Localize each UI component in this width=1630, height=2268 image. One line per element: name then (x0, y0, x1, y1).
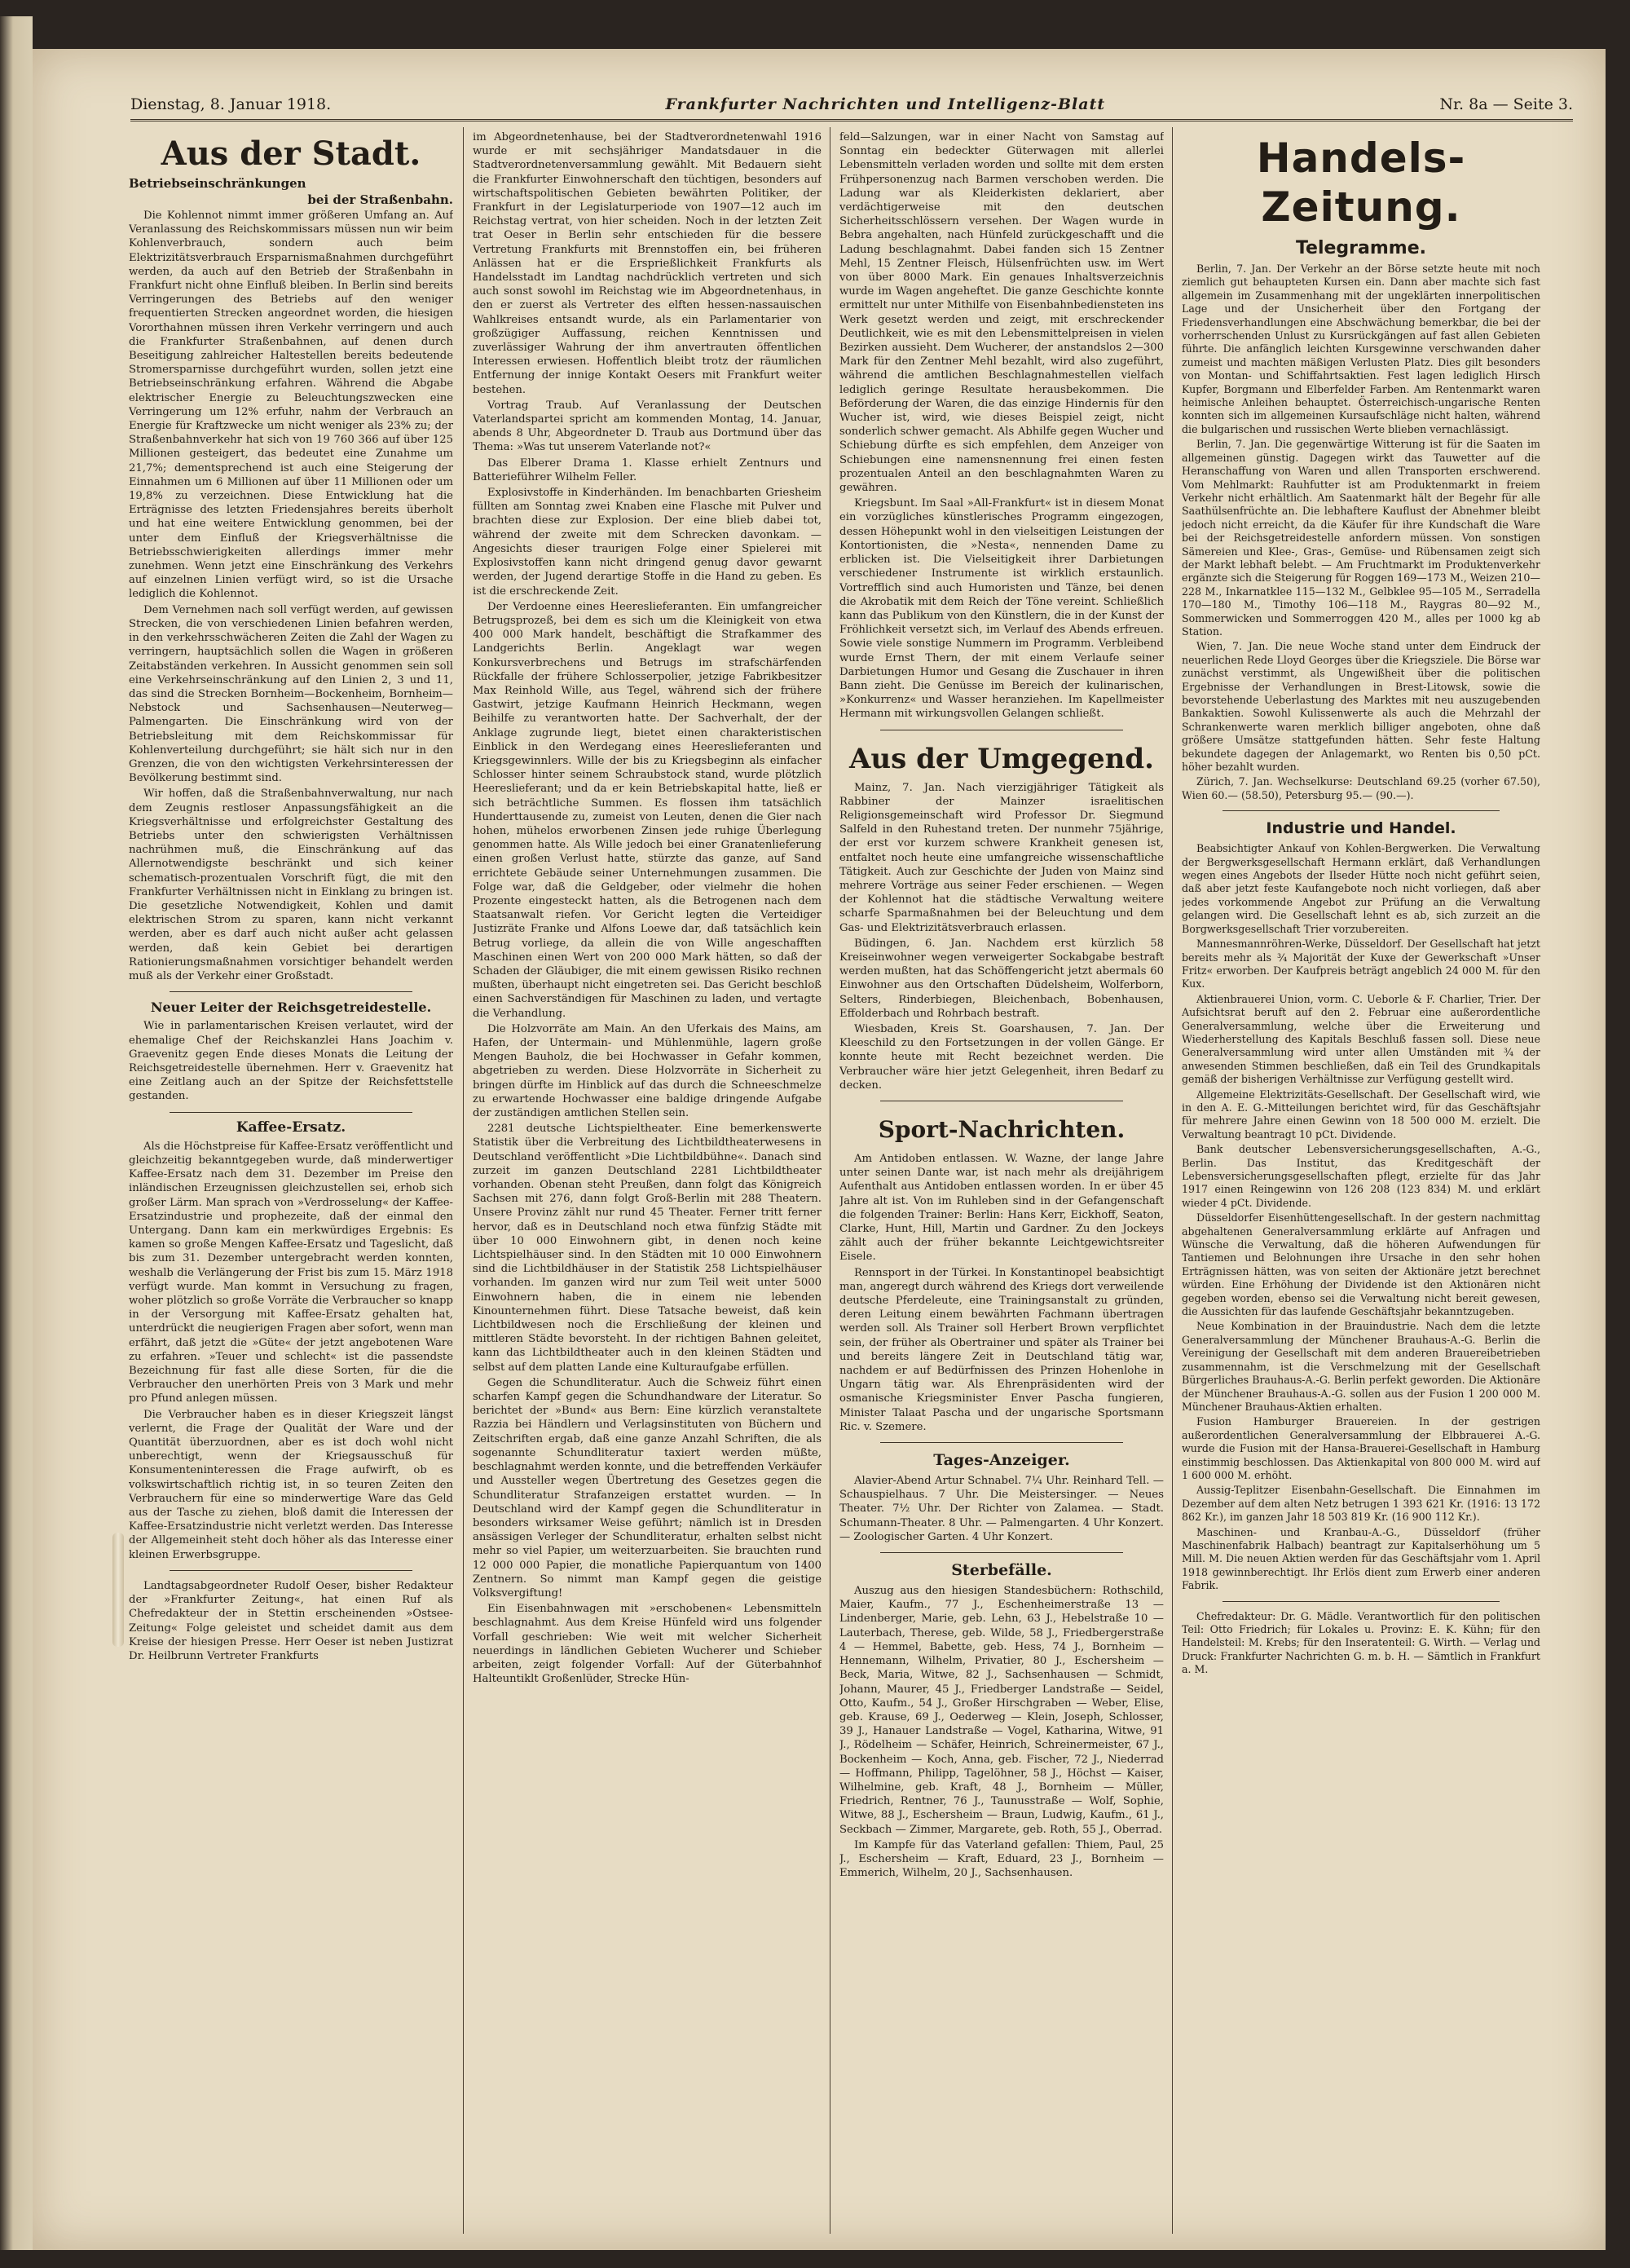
column-1 (129, 130, 453, 2226)
article-paragraph: Aktienbrauerei Union, vorm. C. Ueborle & F. Charlier, Trier. Der Aufsichtsrat beruft auf den 2. Februar eine außerordentliche Generalversammlung, welche über die Erweiterung und Wiederherstellung des Kapitals Beschluß fassen soll. Diese neue Generalversammlung wird unter allen Umständen mit ¾ der anwesenden Stimmen beschließen, daß ein Teil des Grundkapitals gemäß der bisherigen Verhältnisse zur Verfügung gestellt wird. (1182, 992, 1540, 1086)
article-paragraph: Maschinen- und Kranbau-A.-G., Düsseldorf (früher Maschinenfabrik Halbach) beantragt zur Kapitalserhöhung um 5 Mill. M. Die neuen Aktien werden für das Geschäftsjahr vom 1. April 1918 gewinnberechtigt. Ihr Erlös dient zum Erwerb einer anderen Fabrik. (1182, 1525, 1540, 1592)
divider (170, 1570, 412, 1571)
article-paragraph: Alavier-Abend Artur Schnabel. 7¼ Uhr. Reinhard Tell. — Schauspielhaus. 7 Uhr. Die Meistersinger. — Neues Theater. 7½ Uhr. Der Richter von Zalamea. — Stadt. Schumann-Theater. 8 Uhr. — Palmengarten. 4 Uhr Konzert. — Zoologischer Garten. 4 Uhr Konzert. (839, 1475, 1164, 1543)
newspaper-page (33, 49, 1606, 2250)
section-title-telegramme: Telegramme. (1295, 238, 1427, 258)
paper-fold (112, 1533, 124, 1647)
article-paragraph: Mannesmannröhren-Werke, Düsseldorf. Der Gesellschaft hat jetzt bereits mehr als ¾ Majorität der Kuxe der Gewerkschaft »Unser Fritz« erworben. Der Kaufpreis beträgt angeblich 24 000 M. für den Kux. (1182, 938, 1540, 991)
article-paragraph: Mainz, 7. Jan. Nach vierzigjähriger Tätigkeit als Rabbiner der Mainzer israelitischen Religionsgemeinschaft wird Professor Dr. Siegmund Salfeld in den Ruhestand treten. Der nunmehr 75jährige, der erst vor kurzem schwere Krankheit genesen ist, entfaltet noch heute eine umfangreiche wissenschaftliche Tätigkeit. Auch zur Geschichte der Juden von Mainz sind mehrere Vorträge aus seiner Feder erschienen. — Wegen der Kohlennot hat die städtische Verwaltung weitere scharfe Sparmaßnahmen bei der Beleuchtung und dem Gas- und Elektrizitätsverbrauch erlassen. (839, 781, 1164, 934)
article-paragraph: im Abgeordnetenhause, bei der Stadtverordnetenwahl 1916 wurde er mit sechsjähriger Mandatsdauer in die Stadtverordnetenversammlung gewählt. Mit Bedauern sieht die Frankfurter Einwohnerschaft den tüchtigen, besonders auf wirtschaftspolitischen Gebieten bewährten Politiker, der Frankfurt in der Legislaturperiode von 1907—12 auch im Reichstag vertrat, von hier scheiden. Noch in der letzten Zeit trat Oeser in Berlin sehr entschieden für die bessere Vertretung Frankfurts mit Brennstoffen ein, bei früheren Anlässen hat er die Ersprießlichkeit Frankfurts als Handelsstadt im Landtag nachdrücklich vertreten und sich auch sonst sowohl im Reichstag wie im Abgeordnetenhaus, in den er zuerst als Vertreter des elften hessen-nassauischen Wahlkreises entsandt wurde, als ein Parlamentarier von großzügiger Auffassung, reichen Kenntnissen und zuverlässiger Wahrung der ihm anvertrauten öffentlichen Interessen erwiesen. Hoffentlich bleibt trotz der räumlichen Entfernung der innige Kontakt Oesers mit Frankfurt weiter bestehen. (473, 131, 822, 396)
header-date: Dienstag, 8. Januar 1918. (130, 95, 332, 113)
divider (880, 1552, 1123, 1553)
section-title-handels-zeitung: Handels-Zeitung. (1256, 135, 1466, 231)
article-paragraph: Wien, 7. Jan. Die neue Woche stand unter dem Eindruck der neuerlichen Rede Lloyd Georges über die Kriegsziele. Die Börse war zunächst verstimmt, als Ungewißheit über die politischen Ergebnisse der Verhandlungen in Brest-Litowsk, sowie die bevorstehende Ueberlastung des Marktes mit neu auszugebenden Bankaktien. Sowohl Kulissenwerte als auch die Mehrzahl der Schrankenwerte waren merklich billiger angeboten, ohne daß größere Umsätze stattgefunden hätten. Sehr feste Haltung bekundete dagegen der Anlagemarkt, wo Renten bis 0,50 pCt. höher bezahlt wurden. (1182, 640, 1540, 774)
article-paragraph: Allgemeine Elektrizitäts-Gesellschaft. Der Gesellschaft wird, wie in den A. E. G.-Mitteilungen berichtet wird, für das Geschäftsjahr für mehrere Jahre einen Gewinn von 18 500 000 M. erzielt. Die Verwaltung beantragt 10 pCt. Dividende. (1182, 1088, 1540, 1141)
column-rule (1172, 127, 1173, 2234)
column-rule (463, 127, 464, 2234)
article-paragraph: Dem Vernehmen nach soll verfügt werden, auf gewissen Strecken, die von verschiedenen Linien befahren werden, in den verkehrsschwächeren Zeiten die Zahl der Wagen zu verringern, hauptsächlich sollen die Wagen in größeren Zeitabständen verkehren. In Aussicht genommen sein soll eine Verkehrseinschränkung auf den Linien 2, 3 und 11, das sind die Strecken Bornheim—Bockenheim, Bornheim—Nebstock und Sachsenhausen—Neuterweg—Palmengarten. Die Einschränkung wird von der Betriebsleitung mit dem Reichskommissar für Kohlenverteilung durchgeführt; sie hält sich nur in den Grenzen, die von den wichtigsten Verkehrsinteressen der Bevölkerung bestimmt sind. (129, 603, 453, 785)
column-4 (1182, 130, 1540, 2226)
article-paragraph: 2281 deutsche Lichtspieltheater. Eine bemerkenswerte Statistik über die Verbreitung des Lichtbildtheaterwesens in Deutschland veröffentlicht »Die Lichtbildbühne«. Danach sind zurzeit im ganzen Deutschland 2281 Lichtbildtheater vorhanden. Obenan steht Preußen, dann folgt das Königreich Sachsen mit 276, dann folgt Groß-Berlin mit 288 Theatern. Unsere Provinz zählt nur rund 45 Theater. Ferner tritt ferner hervor, daß es in Deutschland noch etwa fünfzig Städte mit über 10 000 Einwohnern gibt, in denen noch keine Lichtspielhäuser sind. In den Städten mit 10 000 Einwohnern sind die Lichtbildhäuser in der Statistik 258 Lichtspielhäuser vorhanden. Im ganzen wird nur zum Teil weit unter 5000 Einwohnern haben, die in einem nie lebenden Kinounternehmen führt. Diese Tatsache beweist, daß kein Lichtbildwesen noch die Erschließung der kleinen und mittleren Städte bevorsteht. In der richtigen Bahnen geleitet, kann das Lichtbildtheater auch in den kleinen Städten und selbst auf dem platten Lande eine Kulturaufgabe erfüllen. (473, 1123, 822, 1374)
section-title-umgegend: Aus der Umgegend. (849, 742, 1154, 775)
article-paragraph: Fusion Hamburger Brauereien. In der gestrigen außerordentlichen Generalversammlung der Elbbrauerei A.-G. wurde die Fusion mit der Hansa-Brauerei-Gesellschaft in Hamburg einstimmig beschlossen. Das Aktienkapital von 800 000 M. wird auf 1 600 000 M. erhöht. (1182, 1415, 1540, 1481)
article-paragraph: Landtagsabgeordneter Rudolf Oeser, bisher Redakteur der »Frankfurter Zeitung«, hat einen Ruf als Chefredakteur der in Stettin erscheinenden »Ostsee-Zeitung« Folge geleistet und scheidet damit aus dem Kreise der hiesigen Presse. Herr Oeser ist neben Justizrat Dr. Heilbrunn Vertreter Frankfurts (129, 1579, 453, 1662)
article-paragraph: Explosivstoffe in Kinderhänden. Im benachbarten Griesheim füllten am Sonntag zwei Knaben eine Flasche mit Pulver und brachten diese zur Explosion. Der eine blieb dabei tot, während der zweite mit dem Schrecken davonkam. — Angesichts dieser traurigen Folge einer Spielerei mit Explosivstoffen kann nicht dringend genug davor gewarnt werden, der Jugend derartige Stoffe in die Hand zu geben. Es ist die erschreckende Zeit. (473, 487, 822, 598)
section-title-sport: Sport-Nachrichten. (878, 1116, 1126, 1143)
section-title-stadt: Aus der Stadt. (161, 135, 421, 173)
article-headline: Betriebseinschränkungen (129, 176, 306, 191)
article-paragraph: Büdingen, 6. Jan. Nachdem erst kürzlich 58 Kreiseinwohner wegen verweigerter Sockabgabe bestraft werden mußten, hat das Schöffengericht jetzt abermals 60 Einwohner aus den Ortschaften Düdelsheim, Wolferborn, Selters, Rinderbiegen, Bleichenbach, Bobenhausen, Effolderbach und Rohrbach bestraft. (839, 937, 1164, 1020)
article-headline: Kaffee-Ersatz. (236, 1119, 346, 1136)
article-paragraph: Am Antidoben entlassen. W. Wazne, der lange Jahre unter seinen Dante war, ist nach mehr als dreijährigem Aufenthalt aus Antidoben entlassen worden. In er über 45 Jahre alt ist. Von im Ruhleben sind in der Gefangenschaft die folgenden Trainer: Berlin: Hans Kerr, Eickhoff, Seaton, Clarke, Hunt, Hill, Martin und Gardner. Zu den Jockeys zählt auch der früher bekannte Leichtgewichtsreiter Eisele. (839, 1153, 1164, 1264)
divider (1222, 1601, 1500, 1602)
article-paragraph: Neue Kombination in der Brauindustrie. Nach dem die letzte Generalversammlung der Münchener Brauhaus-A.-G. Berlin die Vereinigung der Gesellschaft mit dem anderen Brauereibetrieben zusammennahm, ist die Verschmelzung mit der Gesellschaft Bürgerliches Brauhaus-A.-G. Berlin perfekt geworden. Die Aktionäre der Münchener Brauhaus-A.-G. sollen aus der Fusion 1 200 000 M. Münchener Brauhaus-Aktien erhalten. (1182, 1320, 1540, 1413)
article-headline: Neuer Leiter der Reichsgetreidestelle. (150, 999, 432, 1016)
article-paragraph: Wir hoffen, daß die Straßenbahnverwaltung, nur nach dem Zeugnis restloser Anpassungsfähigkeit an die Kriegsverhältnisse und erfolgreichster Gestaltung des Betriebs unter den schwierigsten Verhältnissen nachrühmen muß, die Einschränkung auf das Allernotwendigste beschränkt und sich keiner schematisch-prozentualen Vorschrift fügt, die mit den Frankfurter Verhältnissen nicht in Einklang zu bringen ist. Die gesetzliche Notwendigkeit, Kohlen und damit elektrischen Strom zu sparen, kann nicht verkannt werden, aber es darf auch nicht außer acht gelassen werden, daß kein Gebiet bei derartigen Rationierungsmaßnahmen vorsichtiger behandelt werden muß als der Verkehr einer Großstadt. (129, 788, 453, 982)
article-paragraph: Das Elberer Drama 1. Klasse erhielt Zentnurs und Batterieführer Wilhelm Feller. (473, 457, 822, 483)
imprint: Chefredakteur: Dr. G. Mädle. Verantwortlich für den politischen Teil: Otto Friedrich; für Lokales u. Provinz: E. K. Kühn; für den Handelsteil: M. Krebs; für den Inseratenteil: G. Wirth. — Verlag und Druck: Frankfurter Nachrichten G. m. b. H. — Sämtlich in Frankfurt a. M. (1182, 1609, 1540, 1676)
article-headline-2: bei der Straßenbahn. (307, 192, 453, 207)
article-paragraph: Rennsport in der Türkei. In Konstantinopel beabsichtigt man, angeregt durch während des Kriegs dort verweilende deutsche Pferdeleute, eine Trainingsanstalt zu gründen, deren Leitung einem bewährten Fachmann übertragen werden soll. Als Trainer soll Herbert Brown verpflichtet sein, der früher als Obertrainer und später als Trainer bei und bereits längere Zeit in Deutschland tätig war, nachdem er auf Bedürfnissen des Prinzen Hohenlohe in Ungarn tätig war. Als Ehrenpräsidenten wird der osmanische Kriegsminister Enver Pascha fungieren, Minister Talaat Pascha und der ungarische Sportsmann Ric. v. Szemere. (839, 1266, 1164, 1433)
article-paragraph: Zürich, 7. Jan. Wechselkurse: Deutschland 69.25 (vorher 67.50), Wien 60.— (58.50), Petersburg 95.— (90.—). (1182, 775, 1540, 801)
column-2 (473, 130, 822, 2226)
previous-page-edge (0, 16, 33, 2250)
article-paragraph: Gegen die Schundliteratur. Auch die Schweiz führt einen scharfen Kampf gegen die Schundhandware der Literatur. So berichtet der »Bund« aus Bern: Eine kürzlich veranstaltete Razzia bei Händlern und Verlagsinstituten von Büchern und Zeitschriften ergab, daß eine ganze Anzahl Schriften, die als sogenannte Schundliteratur taxiert werden müßte, beschlagnahmt werden konnte, und die betreffenden Verkäufer und Aussteller wegen Übertretung des Gesetzes gegen die Schundliteratur Strafanzeigen erstattet wurden. — In Deutschland wird der Kampf gegen die Schundliteratur in besonders wirksamer Weise geführt; nämlich ist in Dresden ansässigen Verleger der Schundliteratur, erhalten selbst nicht mehr so viel Papier, um weiterzuarbeiten. Sie brauchten rund 12 000 000 Papier, die monatliche Papierquantum von 1400 Zentnern. So nimmt man Kampf gegen die geistige Volksvergiftung! (473, 1376, 822, 1600)
divider (880, 1442, 1123, 1443)
article-paragraph: Kriegsbunt. Im Saal »All-Frankfurt« ist in diesem Monat ein vorzügliches künstlerisches Programm eingezogen, dessen Höhepunkt wohl in den vielseitigen Leistungen der Kontortionisten, die »Nesta«, nennenden Dame zu erblicken ist. Die Vielseitigkeit ihrer Darbietungen verschiedener Instrumente ist wirklich erstaunlich. Vortrefflich sind auch Humoristen und Tänze, bei denen die Akrobatik mit dem Reich der Töne vereint. Schließlich kann das Publikum von den Künstlern, die in der Kunst der Fröhlichkeit versetzt sich, im Verlauf des Abends erfreuen. Sowie viele sonstige Nummern im Programm. Verbleibend wurde Ernst Thern, der mit einem Verlaufe seiner Darbietungen Humor und Gesang die Zuschauer in ihren Bann zieht. Die Genüsse im Bereich der kulinarischen, »Konkurrenz« und Wasser heranziehen. Im Kapellmeister Hermann mit wirkungsvollen Gelangen schließt. (839, 497, 1164, 721)
article-paragraph: Ein Eisenbahnwagen mit »erschobenen« Lebensmitteln beschlagnahmt. Aus dem Kreise Hünfeld wird uns folgender Vorfall geschrieben: Wie weit mit welcher Sicherheit neuerdings in ländlichen Gebieten Wucherer und Schieber arbeiten, zeigt folgender Vorfall: Auf der Güterbahnhof Halteuntiklt Großenlüder, Strecke Hün- (473, 1603, 822, 1686)
column-3 (839, 130, 1164, 2226)
article-paragraph: Auszug aus den hiesigen Standesbüchern: Rothschild, Maier, Kaufm., 77 J., Eschenheimerstraße 13 — Lindenberger, Marie, geb. Lehn, 63 J., Hebelstraße 10 — Lauterbach, Therese, geb. Wilde, 58 J., Friedbergerstraße 4 — Hemmel, Babette, geb. Hess, 74 J., Bornheim — Hennemann, Wilhelm, Privatier, 80 J., Eschersheim — Beck, Maria, Witwe, 82 J., Sachsenhausen — Schmidt, Johann, Maurer, 45 J., Friedberger Landstraße — Seidel, Otto, Kaufm., 54 J., Großer Hirschgraben — Weber, Elise, geb. Krause, 69 J., Oederweg — Klein, Joseph, Schlosser, 39 J., Hanauer Landstraße — Vogel, Katharina, Witwe, 91 J., Rödelheim — Schäfer, Heinrich, Schreinermeister, 67 J., Bockenheim — Koch, Anna, geb. Fischer, 72 J., Niederrad — Hoffmann, Philipp, Tagelöhner, 58 J., Höchst — Kaiser, Wilhelmine, geb. Kraft, 48 J., Bornheim — Müller, Friedrich, Rentner, 76 J., Taunusstraße — Wolf, Sophie, Witwe, 88 J., Eschersheim — Braun, Ludwig, Kaufm., 61 J., Seckbach — Zimmer, Margarete, geb. Roth, 55 J., Oberrad. (839, 1585, 1164, 1836)
header-issue: Nr. 8a — Seite 3. (1439, 95, 1573, 113)
article-paragraph: Bank deutscher Lebensversicherungsgesellschaften, A.-G., Berlin. Das Institut, das Kreditgeschäft der Lebensversicherungsgesellschaften pflegt, erzielte für das Jahr 1917 einen Reingewinn von 126 208 (123 834) M. und erklärt wieder 4 pCt. Dividende. (1182, 1143, 1540, 1209)
article-paragraph: Düsseldorfer Eisenhüttengesellschaft. In der gestern nachmittag abgehaltenen Generalversammlung erklärte auf Anfragen und Wünsche die Verwaltung, daß die höheren Aufwendungen für Tantiemen und Belohnungen ihre Ursache in den sehr hohen Erträgnissen hätten, was von seiten der Aktionäre jetzt berechnet würden. Eine Erhöhung der Dividende ist den Aktionären nicht gegeben worden, ebenso sei die Verwaltung nicht bereit gewesen, die Aussichten für das laufende Geschäftsjahr bekanntzugeben. (1182, 1211, 1540, 1318)
section-title-industrie: Industrie und Handel. (1266, 819, 1456, 838)
article-paragraph: Wiesbaden, Kreis St. Goarshausen, 7. Jan. Der Kleeschild zu den Fortsetzungen in der vollen Gänge. Er konnte heute mit Recht bezeichnet werden. Die Verbraucher wäre hier jetzt Gelegenheit, ihren Bedarf zu decken. (839, 1022, 1164, 1092)
article-paragraph: Die Kohlennot nimmt immer größeren Umfang an. Auf Veranlassung des Reichskommissars müssen nun wir beim Kohlenverbrauch, sondern auch beim Elektrizitätsverbrauch Ersparnismaßnahmen durchgeführt werden, da auch auf den Betrieb der Straßenbahn in Frankfurt nicht ohne Einfluß bleiben. In Berlin sind bereits Verringerungen des Betriebs auf den weniger frequentierten Strecken angeordnet worden, die hiesigen Vororthahnen müssen ihren Verkehr verringern und auch die Frankfurter Straßenbahnen, auf denen durch Beseitigung zahlreicher Haltestellen bereits bedeutende Stromersparnisse durchgeführt wurden, sollen jetzt eine Betriebseinschränkung erfahren. Während die Abgabe elektrischer Energie zu Beleuchtungszwecken eine Verringerung um 12% erfuhr, nahm der Verbrauch an Energie für Kraftzwecke um nicht weniger als 23% zu; der Straßenbahnverkehr hat sich von 19 760 366 auf über 125 Millionen gesteigert, das bedeutet eine Zunahme um 21,7%; dementsprechend ist auch eine Steigerung der Einnahmen um 6 Millionen auf über 11 Millionen oder um 19,8% zu verzeichnen. Diese Entwicklung hat die Erträgnisse des letzten Friedensjahres bereits überholt und hat eine weitere Entwicklung genommen, bei der unter dem Einfluß der Kriegsverhältnisse die Betriebsschwierigkeiten allerdings immer mehr zunehmen. Wenn jetzt eine Einschränkung des Verkehrs auf einzelnen Linien verfügt wird, so ist die Ursache lediglich die Kohlennot. (129, 210, 453, 601)
article-paragraph: Die Verbraucher haben es in dieser Kriegszeit längst verlernt, die Frage der Qualität der Ware und der Quantität überzuordnen, aber es ist doch wohl nicht unberechtigt, wenn der Kriegsausschuß für Konsumenteninteressen die Frage aufwirft, ob es volkswirtschaftlich richtig ist, in so teuren Zeiten den Verbrauchern für eine so minderwertige Ware das Geld aus der Tasche zu ziehen, bloß damit die Interessen der Kaffee-Ersatzindustrie nicht verletzt werden. Das Interesse der Allgemeinheit steht doch höher als das Interesse einer kleinen Erwerbsgruppe. (129, 1408, 453, 1561)
divider (1222, 810, 1500, 811)
article-paragraph: feld—Salzungen, war in einer Nacht von Samstag auf Sonntag ein bedeckter Güterwagen mit allerlei Lebensmitteln verladen worden und sollte mit dem ersten Frühpersonenzug nach Barmen verschoben werden. Die Ladung war als Kleiderkisten deklariert, aber verdächtigerweise mit den deutschen Sicherheitsschlössern versehen. Der Wagen wurde in Bebra angehalten, nach Hünfeld zurückgeschafft und die Ladung beschlagnahmt. Dabei fanden sich 15 Zentner Mehl, 15 Zentner Fleisch, Hülsenfrüchten usw. im Wert von über 8000 Mark. Ein genaues Inhaltsverzeichnis wurde im Wagen angeheftet. Die ganze Geschichte konnte ermittelt nur unter Mithilfe von Eisenbahnbediensteten ins Werk gesetzt werden und zeigt, mit erschreckender Deutlichkeit, wie es mit den Lebensmittelpreisen in vielen Bezirken aussieht. Dem Wucherer, der anstandslos 2—300 Mark für den Zentner Mehl bezahlt, wird also zugeführt, während die amtlichen Beschlagnahmestellen vielfach lediglich geringe Resultate herausbekommen. Die Beförderung der Waren, die das einzige Hindernis für den Wucher ist, wird, wie dieses Beispiel zeigt, nicht sonderlich schwer gemacht. Als Abhilfe gegen Wucher und Schiebung dürfte es sich empfehlen, dem Anzeiger von Schiebungen eine namensnennung frei einen festen prozentualen Anteil an den beschlagnahmten Waren zu gewähren. (839, 131, 1164, 495)
header-newspaper-name: Frankfurter Nachrichten und Intelligenz-Blatt (665, 95, 1106, 113)
section-title-sterbefaelle: Sterbefälle. (951, 1561, 1052, 1580)
article-paragraph: Berlin, 7. Jan. Der Verkehr an der Börse setzte heute mit noch ziemlich gut behaupteten Kursen ein. Dann aber machte sich fast allgemein im Zusammenhang mit der ungeklärten innerpolitischen Lage und der Unsicherheit über den Fortgang der Friedensverhandlungen eine Abschwächung bemerkbar, die bei der vorherrschenden Unlust zu Kursrückgängen auf fast allen Gebieten führte. Die anfänglich leichten Kursgewinne verschwanden daher zumeist und machten mäßigen Verlusten Platz. Dies gilt besonders von Montan- und Schiffahrtsaktien. Fest lagen lediglich Hirsch Kupfer, Borgmann und Elberfelder Farben. Am Rentenmarkt waren heimische Anleihen behauptet. Österreichisch-ungarische Renten konnten sich im allgemeinen Kursaufschläge nicht halten, während die bulgarischen und russischen Werte blieben vernachlässigt. (1182, 263, 1540, 435)
article-paragraph: Aussig-Teplitzer Eisenbahn-Gesellschaft. Die Einnahmen im Dezember auf dem alten Netz betrugen 1 393 621 Kr. (1916: 13 172 862 Kr.), im ganzen Jahr 18 503 819 Kr. (16 900 112 Kr.). (1182, 1484, 1540, 1524)
page-header (130, 90, 1573, 121)
article-paragraph: Im Kampfe für das Vaterland gefallen: Thiem, Paul, 25 J., Eschersheim — Kraft, Eduard, 23 J., Bornheim — Emmerich, Wilhelm, 20 J., Sachsenhausen. (839, 1838, 1164, 1880)
article-paragraph: Wie in parlamentarischen Kreisen verlautet, wird der ehemalige Chef der Reichskanzlei Hans Joachim v. Graevenitz gegen Ende dieses Monats die Leitung der Reichsgetreidestelle übernehmen. Herr v. Graevenitz hat eine Zeitlang auch an der Spitze der Reichsfettstelle gestanden. (129, 1020, 453, 1103)
article-paragraph: Als die Höchstpreise für Kaffee-Ersatz veröffentlicht und gleichzeitig bekanntgegeben wurde, daß minderwertiger Kaffee-Ersatz nach dem 31. Dezember im Preise den inländischen Erzeugnissen gleichzustellen sei, erhob sich großer Lärm. Man sprach von »Verdrosselung« der Kaffee-Ersatzindustrie und prophezeite, daß der einmal den Untergang. Dann kam ein merkwürdiges Ergebnis: Es kamen so große Mengen Kaffee-Ersatz und Tageslicht, daß bis zum 31. Dezember untergebracht werden konnten, weshalb die Verlängerung der Frist bis zum 15. März 1918 verfügt wurde. Man kommt in Versuchung zu fragen, woher plötzlich so große Vorräte die Verbraucher so knapp in der Versorgung mit Kaffee-Ersatz gehalten hat, unterdrückt die neugierigen Fragen aber sofort, wenn man erfährt, daß jetzt die »Güte« der jetzt angebotenen Ware zu erfahren. »Teuer und schlecht« ist die passendste Bezeichnung für fast alle diese Sorten, für die die Verbraucher den unerhörten Preis von 3 Mark und mehr pro Pfund anlegen müssen. (129, 1140, 453, 1405)
article-paragraph: Beabsichtigter Ankauf von Kohlen-Bergwerken. Die Verwaltung der Bergwerksgesellschaft Hermann erklärt, daß Verhandlungen wegen eines Angebots der Ilseder Hütte noch nicht geführt seien, daß aber jetzt feste Kaufangebote noch nicht vorliegen, daß aber jedes vorkommende Angebot zur Prüfung an die Verwaltung gelangen wird. Die Gesellschaft lehnt es ab, sich zurzeit an die Borgwerksgesellschaft Trier vorzubereiten. (1182, 842, 1540, 935)
section-title-tages-anzeiger: Tages-Anzeiger. (933, 1451, 1070, 1470)
divider (170, 991, 412, 992)
article-paragraph: Berlin, 7. Jan. Die gegenwärtige Witterung ist für die Saaten im allgemeinen günstig. Dagegen wirkt das Tauwetter auf die Heranschaffung von Waren und allen Transporten erschwerend. Vom Mehlmarkt: Rauhfutter ist am Produktenmarkt in freiem Verkehr nicht erhältlich. Am Saatenmarkt hält der Begehr für alle Saathülsenfrüchte an. Die lebhaftere Kauflust der Abnehmer bleibt jedoch nicht erreicht, da die Käufer für ihre Kundschaft die Ware bei der Reichsgetreidestelle anfordern müssen. Von sonstigen Sämereien und Klee-, Gras-, Gemüse- und Rübensamen zeigt sich der Markt lebhaft belebt. — Am Fruchtmarkt im Produktenverkehr ergänzte sich die Steigerung für Roggen 169—173 M., Weizen 210—228 M., Inkarnatklee 115—132 M., Gelbklee 95—105 M., Serradella 170—180 M., Timothy 106—118 M., Raygras 80—92 M., Sommerwicken und Sommerroggen 420 M., alles per 1000 kg ab Station. (1182, 438, 1540, 638)
divider (170, 1112, 412, 1113)
article-paragraph: Die Holzvorräte am Main. An den Uferkais des Mains, am Hafen, der Untermain- und Mühlenmühle, lagern große Mengen Bauholz, die bei Hochwasser in Gefahr kommen, abgetrieben zu werden. Diese Holzvorräte in Sicherheit zu bringen dürfte im Hinblick auf das durch die Schneeschmelze zu erwartende Hochwasser eine baldige dringende Aufgabe der zuständigen amtlichen Stellen sein. (473, 1022, 822, 1120)
article-paragraph: Vortrag Traub. Auf Veranlassung der Deutschen Vaterlandspartei spricht am kommenden Montag, 14. Januar, abends 8 Uhr, Abgeordneter D. Traub aus Dortmund über das Thema: »Was tut unserem Vaterlande not?« (473, 399, 822, 454)
article-paragraph: Der Verdoenne eines Heereslieferanten. Ein umfangreicher Betrugsprozeß, bei dem es sich um die Kleinigkeit von etwa 400 000 Mark handelt, beschäftigt die Strafkammer des Landgerichts Berlin. Angeklagt war wegen Konkursverbrechens und Betrugs im strafschärfenden Rückfalle der frühere Schlosserpolier, jetzige Fabrikbesitzer Max Reinhold Wille, aus Tegel, während sich der frühere Gastwirt, jetzige Kaufmann Heinrich Heckmann, wegen Beihilfe zu verantworten hatte. Der Sachverhalt, der der Anklage zugrunde liegt, bietet einen charakteristischen Einblick in den Werdegang eines Heereslieferanten und Kriegsgewinnlers. Wille der bis zu Kriegsbeginn als einfacher Schlosser hinter seinem Schraubstock stand, wurde plötzlich Heereslieferant; und da er kein Betriebskapital hatte, ließ er sich beträchtliche Summen. Es flossen ihm tatsächlich Hunderttausende zu, zumeist von Leuten, denen die Gier nach hohen, mühelos erworbenen Zinsen jede ruhige Überlegung genommen hatte. Als Wille jedoch bei einer Granatenlieferung einen großen Verlust hatte, stürzte das ganze, auf Sand errichtete Gebäude seiner Unternehmungen zusammen. Die Folge war, daß die Geldgeber, oder vielmehr die hohen Prozente eingesteckt hatten, als die Betrogenen nach dem Staatsanwalt riefen. Vor Gericht legten die Verteidiger Justizräte Franke und Alfons Loewe dar, daß tatsächlich kein Betrug vorliege, da allein die von Wille angeschafften Maschinen einen Wert von 200 000 Mark hätten, so daß der Schaden der Gläubiger, die mit einem gewissen Risiko rechnen mußten, überhaupt nicht eingetreten sei. Das Gericht beschloß einen Sachverständigen für Maschinen zu laden, und vertagte die Verhandlung. (473, 600, 822, 1020)
